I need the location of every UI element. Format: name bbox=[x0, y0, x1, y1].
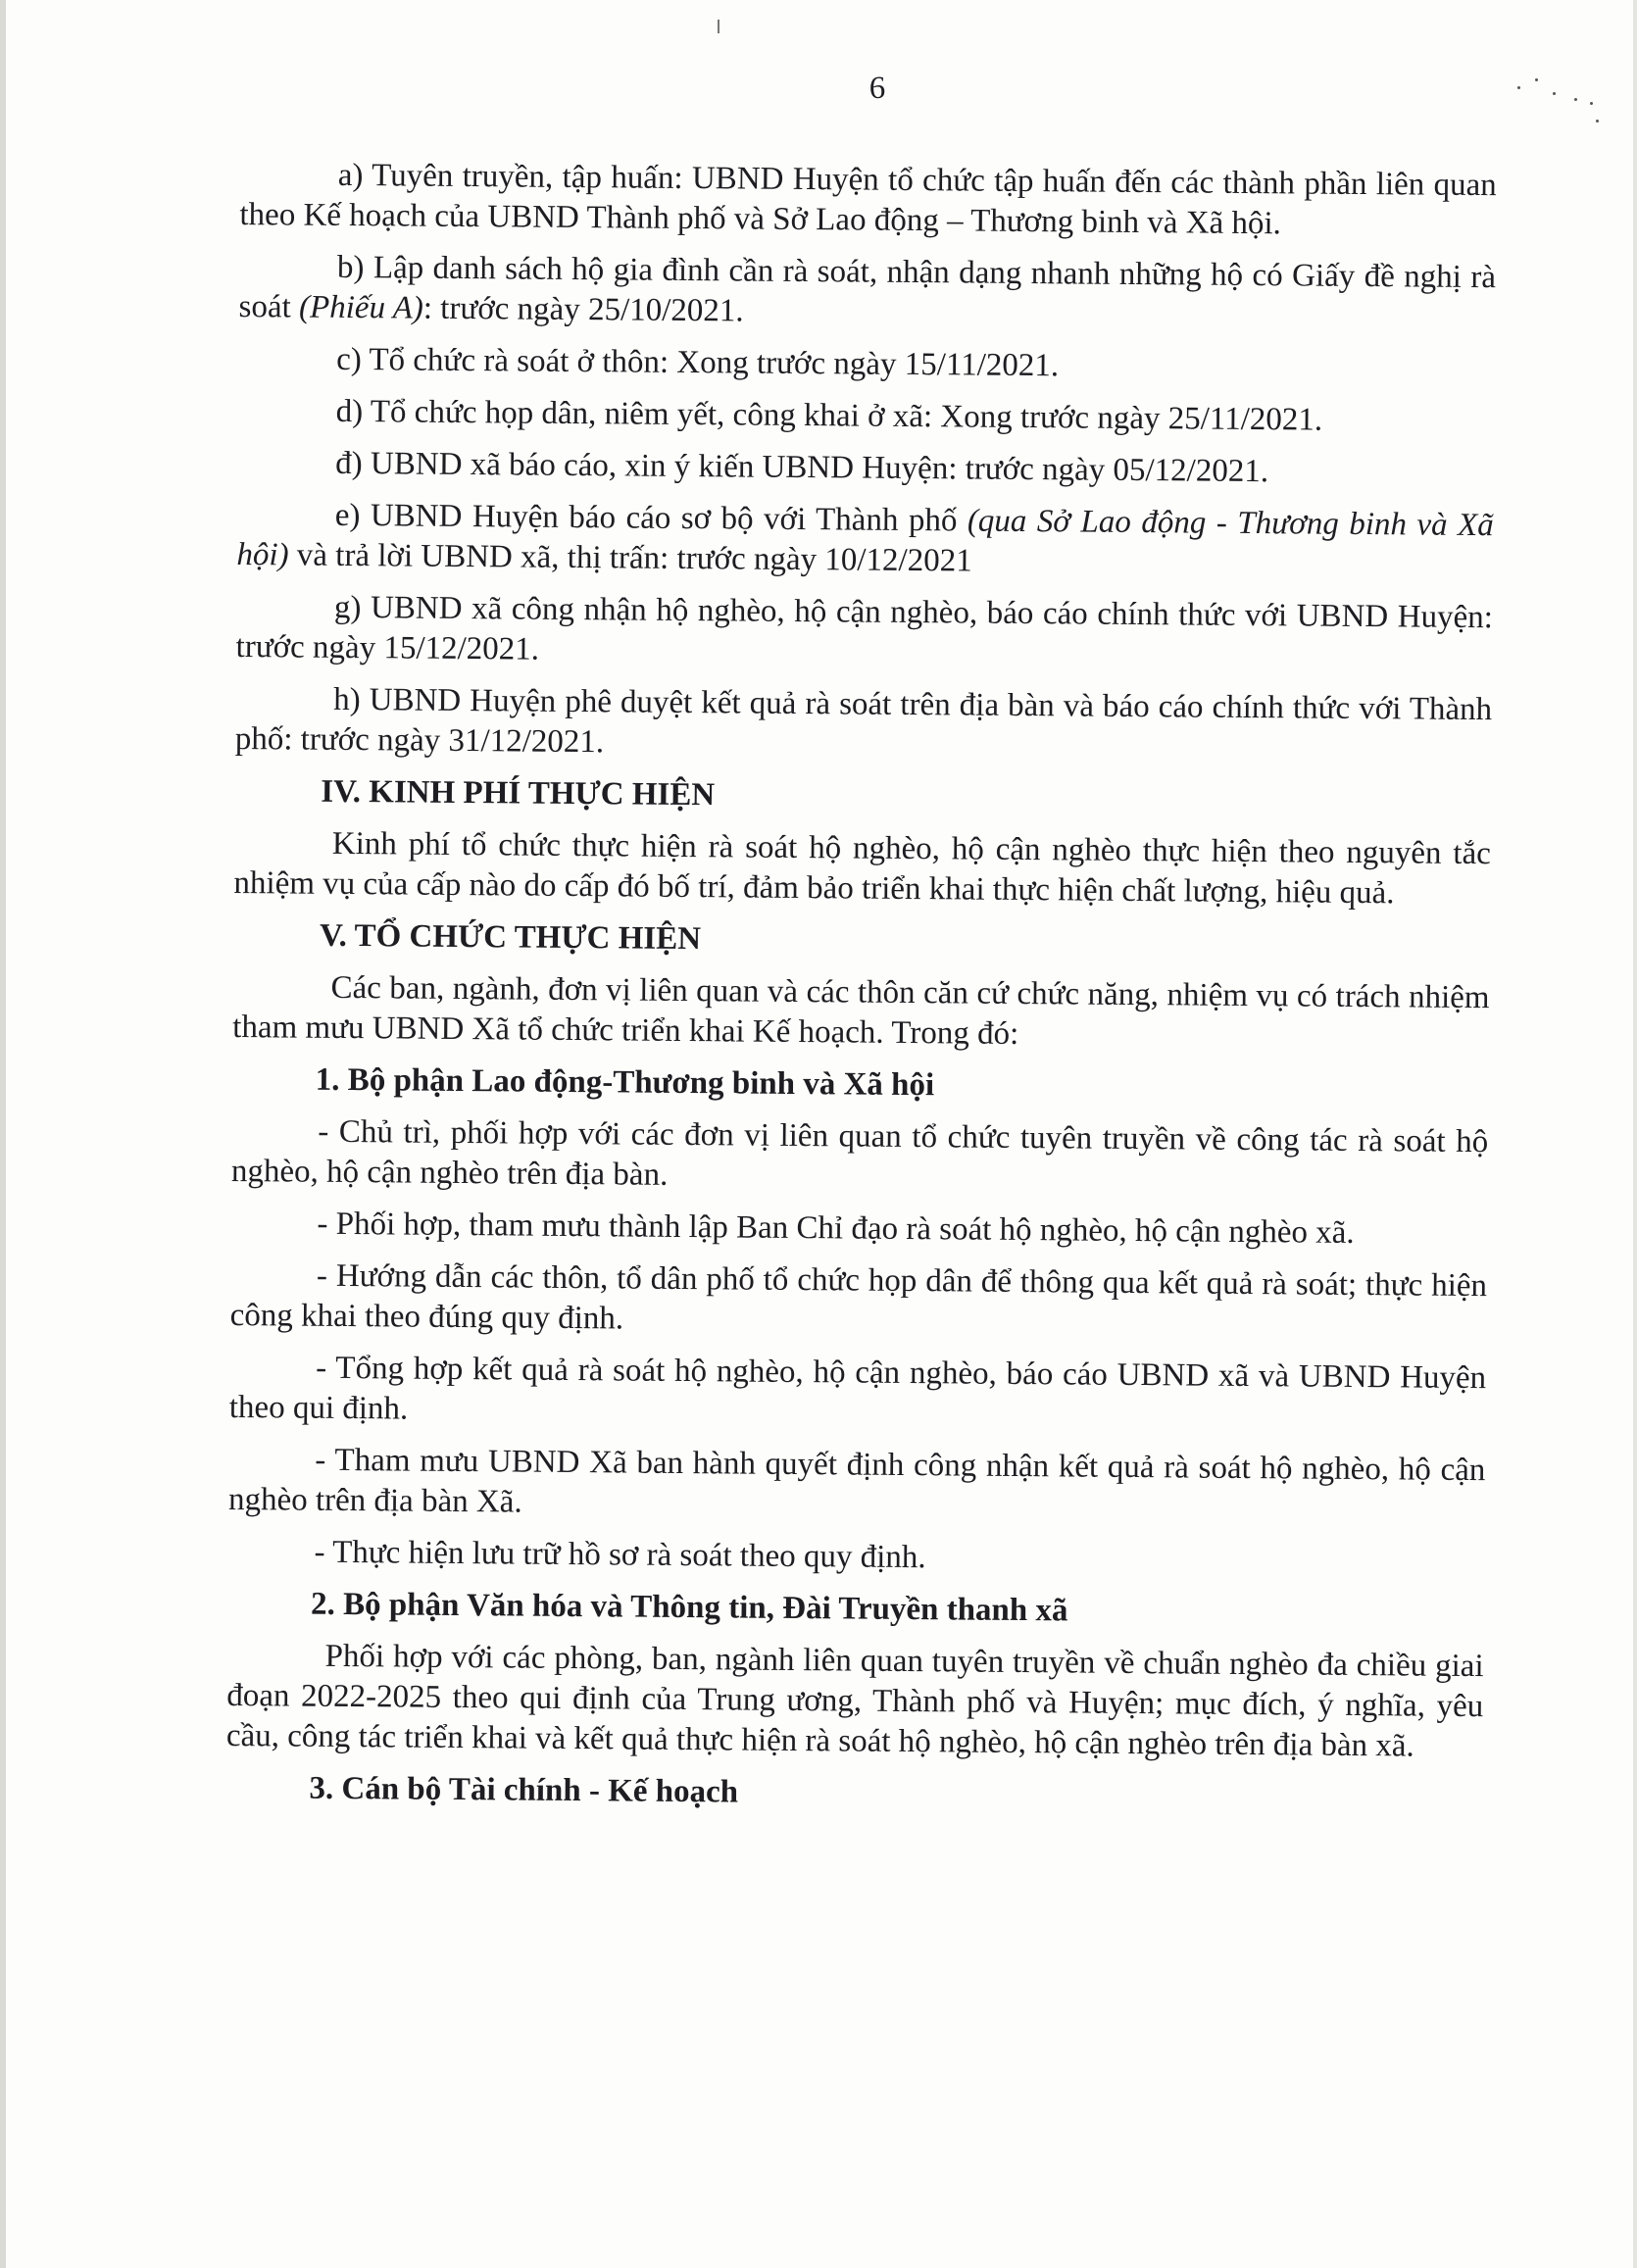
section-heading-funding: IV. KINH PHÍ THỰC HIỆN bbox=[321, 773, 716, 814]
labour-task: - Phối hợp, tham mưu thành lập Ban Chỉ đạo rà soát hộ nghèo, hộ cận nghèo xã. bbox=[317, 1206, 1355, 1251]
labour-task: - Chủ trì, phối hợp với các đơn vị liên quan tổ chức tuyên truyền về công tác rà soát hộ nghèo, hộ cận nghèo trên địa bàn. bbox=[230, 1113, 1489, 1193]
timeline-item-b bbox=[238, 247, 1496, 338]
timeline-item-h: h) UBND Huyện phê duyệt kết quả rà soát trên địa bàn và báo cáo chính thức với Thành phố: trước ngày 31/12/2021. bbox=[234, 681, 1493, 761]
labour-task: - Tham mưu UBND Xã ban hành quyết định công nhận kết quả rà soát hộ nghèo, hộ cận nghèo trên địa bàn Xã. bbox=[227, 1442, 1486, 1520]
subsection-heading-finance: 3. Cán bộ Tài chính - Kế hoạch bbox=[309, 1770, 739, 1810]
timeline-item-b-tail: : trước ngày 25/10/2021. bbox=[422, 290, 744, 329]
timeline-item-e-italic: (qua Sở Lao động - Thương binh và Xã hội) bbox=[236, 503, 1494, 573]
timeline-item-dd: đ) UBND xã báo cáo, xin ý kiến UBND Huyện: trước ngày 05/12/2021. bbox=[335, 445, 1269, 490]
subsection-heading-culture: 2. Bộ phận Văn hóa và Thông tin, Đài Truyền thanh xã bbox=[310, 1586, 1068, 1629]
scan-speck bbox=[1596, 120, 1599, 123]
timeline-item-d: d) Tổ chức họp dân, niêm yết, công khai ở xã: Xong trước ngày 25/11/2021. bbox=[335, 393, 1323, 438]
timeline-item-e-tail: và trả lời UBND xã, thị trấn: trước ngày 10/12/2021 bbox=[288, 537, 972, 579]
scan-mark bbox=[718, 20, 719, 33]
subsection-heading-labour: 1. Bộ phận Lao động-Thương binh và Xã hội bbox=[315, 1061, 935, 1104]
funding-paragraph: Kinh phí tổ chức thực hiện rà soát hộ nghèo, hộ cận nghèo thực hiện theo nguyên tắc nhiệm vụ của cấp nào do cấp đó bố trí, đảm bảo triển khai thực hiện chất lượng, hiệu quả. bbox=[233, 825, 1491, 912]
implementation-intro: Các ban, ngành, đơn vị liên quan và các thôn căn cứ chức năng, nhiệm vụ có trách nhiệm tham mưu UBND Xã tổ chức triển khai Kế hoạch. Trong đó: bbox=[232, 969, 1490, 1052]
scan-edge-left bbox=[0, 0, 6, 2268]
timeline-item-e bbox=[236, 495, 1494, 586]
timeline-item-c: c) Tổ chức rà soát ở thôn: Xong trước ngày 15/11/2021. bbox=[336, 341, 1060, 384]
page-number: 6 bbox=[868, 71, 886, 106]
timeline-item-b-text: b) Lập danh sách hộ gia đình cần rà soát, nhận dạng nhanh những hộ có Giấy đề nghị rà soát bbox=[238, 249, 1497, 325]
timeline-item-e-text: e) UBND Huyện báo cáo sơ bộ với Thành phố bbox=[334, 497, 968, 539]
culture-paragraph: Phối hợp với các phòng, ban, ngành liên quan tuyên truyền về chuẩn nghèo đa chiều giai đoạn 2022-2025 theo qui định của Trung ương, Thành phố và Huyện; mục đích, ý nghĩa, yêu cầu, công tác triển khai và kết quả thực hiện rà soát hộ nghèo, hộ cận nghèo trên địa bàn xã. bbox=[225, 1638, 1484, 1764]
timeline-item-g: g) UBND xã công nhận hộ nghèo, hộ cận nghèo, báo cáo chính thức với UBND Huyện: trước ngày 15/12/2021. bbox=[235, 589, 1494, 667]
timeline-item-b-italic: (Phiếu A) bbox=[298, 289, 423, 326]
document-body bbox=[225, 155, 1497, 1831]
labour-task: - Tổng hợp kết quả rà soát hộ nghèo, hộ cận nghèo, báo cáo UBND xã và UBND Huyện theo qui định. bbox=[228, 1350, 1487, 1427]
scan-edge-right bbox=[1633, 0, 1637, 2268]
labour-task: - Thực hiện lưu trữ hồ sơ rà soát theo quy định. bbox=[314, 1534, 926, 1576]
timeline-item-a: a) Tuyên truyền, tập huấn: UBND Huyện tổ chức tập huấn đến các thành phần liên quan theo Kế hoạch của UBND Thành phố và Sở Lao động – Thương binh và Xã hội. bbox=[239, 157, 1497, 242]
section-heading-implementation: V. TỔ CHỨC THỰC HIỆN bbox=[319, 917, 702, 958]
labour-task: - Hướng dẫn các thôn, tổ dân phố tổ chức họp dân để thông qua kết quả rà soát; thực hiện công khai theo đúng quy định. bbox=[229, 1257, 1488, 1337]
